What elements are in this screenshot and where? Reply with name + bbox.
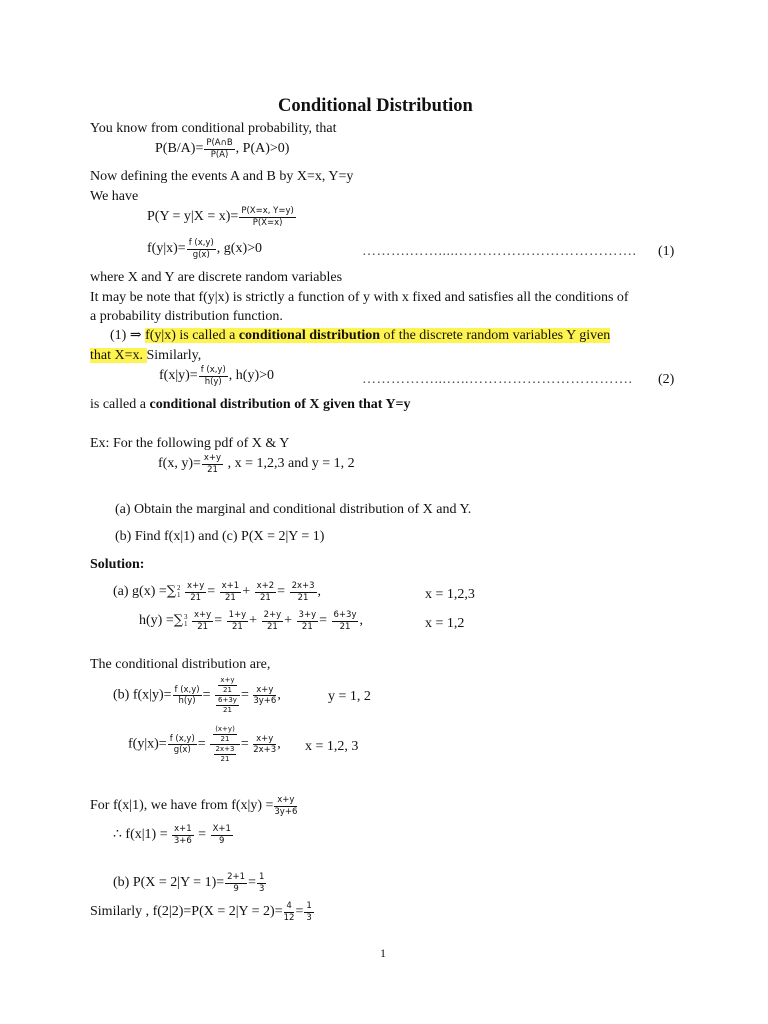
highlighted-definition-line-1: (1) ⇒ f(y|x) is called a conditional distribution of the discrete random variables Y given [110,328,611,343]
intro-line-9: is called a conditional distribution of X given that Y=y [90,397,411,412]
equation-1-leader: ……….…….....………………………………. [362,244,637,259]
intro-line-1: You know from conditional probability, that [90,121,337,136]
conditional-y-given-x-range: x = 1,2, 3 [305,739,359,754]
conditional-heading: The conditional distribution are, [90,657,271,672]
intro-line-4: where X and Y are discrete random variables [90,270,343,285]
similarly-result: Similarly , f(2|2)=P(X = 2|Y = 2)= $\frac{4}{12}$ = $\frac{1}{3}$ [90,901,312,923]
solution-heading: Solution: [90,557,145,572]
highlighted-definition-line-2: that X=x. Similarly, [90,348,202,363]
intro-line-2: Now defining the events A and B by X=x, Y=y [90,169,354,184]
conditional-probability-formula: P(B/A)= $\frac{P(A\cap B}{P(A)}$ , P(A)>0) [155,138,290,160]
intro-line-3: We have [90,189,139,204]
equation-2-leader: ……………...…..……………………………. [362,372,633,387]
f-x-1-result: ∴ f(x|1) = $\frac{x+1}{3+6}$ = $\frac{X+1}{9}$ [113,824,231,846]
h-range: x = 1,2 [425,616,465,631]
g-range: x = 1,2,3 [425,587,475,602]
marginal-h-formula: h(y) =∑ 3 1 $\frac{x+y}{21}$ = $\frac{1+y}{21}$ + $\frac{2+y}{21}$ + $\frac{3+y}{21}$ = $\frac{6+3y}{21}$ , [139,610,363,632]
equation-2-label: (2) [658,372,675,387]
page-title: Conditional Distribution [278,96,473,116]
example-question-b: (b) Find f(x|1) and (c) P(X = 2|Y = 1) [115,529,325,544]
example-question-a: (a) Obtain the marginal and conditional distribution of X and Y. [115,502,472,517]
page-number: 1 [380,946,386,960]
intro-line-5: It may be note that f(y|x) is strictly a function of y with x fixed and satisfies all the conditions of [90,290,629,305]
conditional-x-given-y-range: y = 1, 2 [328,689,371,704]
f-x-given-y-formula: f(x|y)= $\frac{f (x,y)}{h(y)}$ , h(y)>0 [159,365,275,387]
p-y-given-x-formula: P(Y = y|X = x)= $\frac{P(X=x, Y=y)}{P(X=x)}$ [147,206,294,228]
f-x-1-intro: For f(x|1), we have from f(x|y) = $\frac{x+y}{3y+6}$ [90,795,298,817]
conditional-y-given-x-formula: f(y|x)= $\frac{f (x,y)}{g(x)}$ = $\frac{\frac{(x+y)}{21}}{\frac{2x+3}{21}}$ = $\frac{x+y}{2x+3}$ , [128,725,281,763]
marginal-g-formula: (a) g(x) =∑ 2 1 $\frac{x+y}{21}$ = $\frac{x+1}{21}$ + $\frac{x+2}{21}$ = $\frac{2x+3}{21}$ , [113,581,322,603]
f-y-given-x-formula: f(y|x)= $\frac{f (x,y)}{g(x)}$ , g(x)>0 [147,238,263,260]
intro-line-6: a probability distribution function. [90,309,283,324]
probability-result: (b) P(X = 2|Y = 1)= $\frac{2+1}{9}$ = $\frac{1}{3}$ [113,872,265,894]
equation-1-label: (1) [658,244,675,259]
conditional-x-given-y-formula: (b) f(x|y)= $\frac{f (x,y)}{h(y)}$ = $\frac{\frac{x+y}{21}}{\frac{6+3y}{21}}$ = $\frac{x+y}{3y+6}$ , [113,676,281,714]
example-heading: Ex: For the following pdf of X & Y [90,436,290,451]
example-pdf-formula: f(x, y)= $\frac{x+y}{21}$ , x = 1,2,3 and y = 1, 2 [158,453,355,475]
